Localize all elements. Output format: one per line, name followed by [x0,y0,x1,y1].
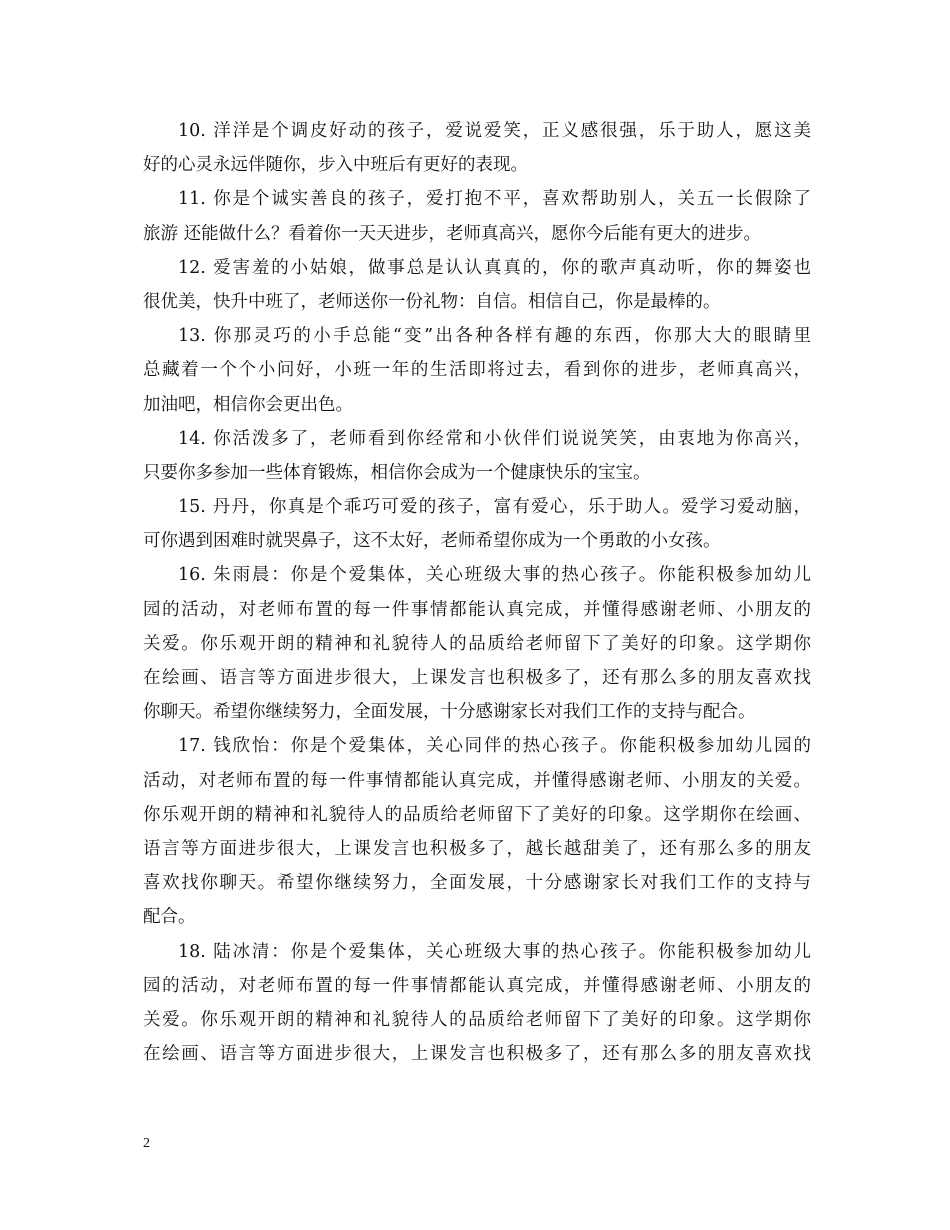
text-line-content: 13. 你那灵巧的小手总能“变”出各种各样有趣的东西，你那大大的眼睛里 [178,326,811,347]
text-line-content: 总藏着一个个小问好，小班一年的生活即将过去，看到你的进步，老师真高兴， [143,360,811,381]
text-line-content: 关爱。你乐观开朗的精神和礼貌待人的品质给老师留下了美好的印象。这学期你 [143,1009,811,1030]
text-line [143,524,811,558]
text-line-content: 只要你多参加一些体育锻炼，相信你会成为一个健康快乐的宝宝。 [143,462,651,483]
text-line [143,764,811,798]
text-line-content: 16. 朱雨晨：你是个爱集体，关心班级大事的热心孩子。你能积极参加幼儿 [178,565,811,586]
text-line [143,114,811,148]
text-line [143,935,811,969]
document-body [143,114,811,1071]
text-line-content: 配合。 [143,907,196,928]
text-line [143,217,811,251]
text-line-content: 在绘画、语言等方面进步很大，上课发言也积极多了，还有那么多的朋友喜欢找 [143,668,811,688]
text-line-content: 12. 爱害羞的小姑娘，做事总是认认真真的，你的歌声真动听，你的舞姿也 [178,257,811,278]
text-line-content: 你乐观开朗的精神和礼貌待人的品质给老师留下了美好的印象。这学期你在绘画、 [143,804,811,825]
text-line [143,1037,811,1071]
text-line [143,866,811,900]
text-line [143,900,811,934]
text-line [143,490,811,524]
text-line-content: 18. 陆冰清：你是个爱集体，关心班级大事的热心孩子。你能积极参加幼儿 [178,941,811,962]
text-line-content: 你聊天。希望你继续努力，全面发展，十分感谢家长对我们工作的支持与配合。 [143,702,756,723]
text-line [143,627,811,661]
text-line [143,661,811,695]
text-line-content: 可你遇到困难时就哭鼻子，这不太好，老师希望你成为一个勇敢的小女孩。 [143,531,721,552]
text-line [143,798,811,832]
text-line [143,251,811,285]
text-line-content: 语言等方面进步很大，上课发言也积极多了，越长越甜美了，还有那么多的朋友 [143,838,811,859]
text-line-content: 园的活动，对老师布置的每一件事情都能认真完成，并懂得感谢老师、小朋友的 [143,975,811,996]
text-line [143,148,811,182]
text-line [143,969,811,1003]
text-line-content: 很优美，快升中班了，老师送你一份礼物：自信。相信自己，你是最棒的。 [143,291,721,312]
text-line [143,388,811,422]
text-line [143,422,811,456]
text-line-content: 在绘画、语言等方面进步很大，上课发言也积极多了，还有那么多的朋友喜欢找 [143,1044,811,1065]
text-line-content: 园的活动，对老师布置的每一件事情都能认真完成，并懂得感谢老师、小朋友的 [143,599,811,620]
text-line [143,182,811,216]
text-line [143,353,811,387]
text-line-content: 11. 你是个诚实善良的孩子，爱打抱不平，喜欢帮助别人，关五一长假除了 [178,189,811,210]
text-line-content: 关爱。你乐观开朗的精神和礼貌待人的品质给老师留下了美好的印象。这学期你 [143,633,811,654]
text-line-content: 加油吧，相信你会更出色。 [143,394,353,415]
page-number: 2 [143,1136,150,1151]
text-line-content: 14. 你活泼多了，老师看到你经常和小伙伴们说说笑笑，由衷地为你高兴， [178,428,811,449]
text-line [143,558,811,592]
text-line [143,695,811,729]
text-line [143,593,811,627]
text-line [143,285,811,319]
text-line-content: 喜欢找你聊天。希望你继续努力，全面发展，十分感谢家长对我们工作的支持与 [143,873,811,894]
text-line [143,832,811,866]
text-line-content: 17. 钱欣怡：你是个爱集体，关心同伴的热心孩子。你能积极参加幼儿园的 [178,736,811,757]
text-line [143,319,811,353]
text-line-content: 15. 丹丹，你真是个乖巧可爱的孩子，富有爱心，乐于助人。爱学习爱动脑， [178,497,811,518]
text-line-content: 旅游 还能做什么？看着你一天天进步，老师真高兴，愿你今后能有更大的进步。 [143,223,762,244]
text-line-content: 10. 洋洋是个调皮好动的孩子，爱说爱笑，正义感很强，乐于助人，愿这美 [178,121,811,141]
text-line [143,456,811,490]
text-line [143,1003,811,1037]
text-line-content: 好的心灵永远伴随你，步入中班后有更好的表现。 [143,155,528,176]
text-line-content: 活动，对老师布置的每一件事情都能认真完成，并懂得感谢老师、小朋友的关爱。 [143,770,811,791]
text-line [143,729,811,763]
